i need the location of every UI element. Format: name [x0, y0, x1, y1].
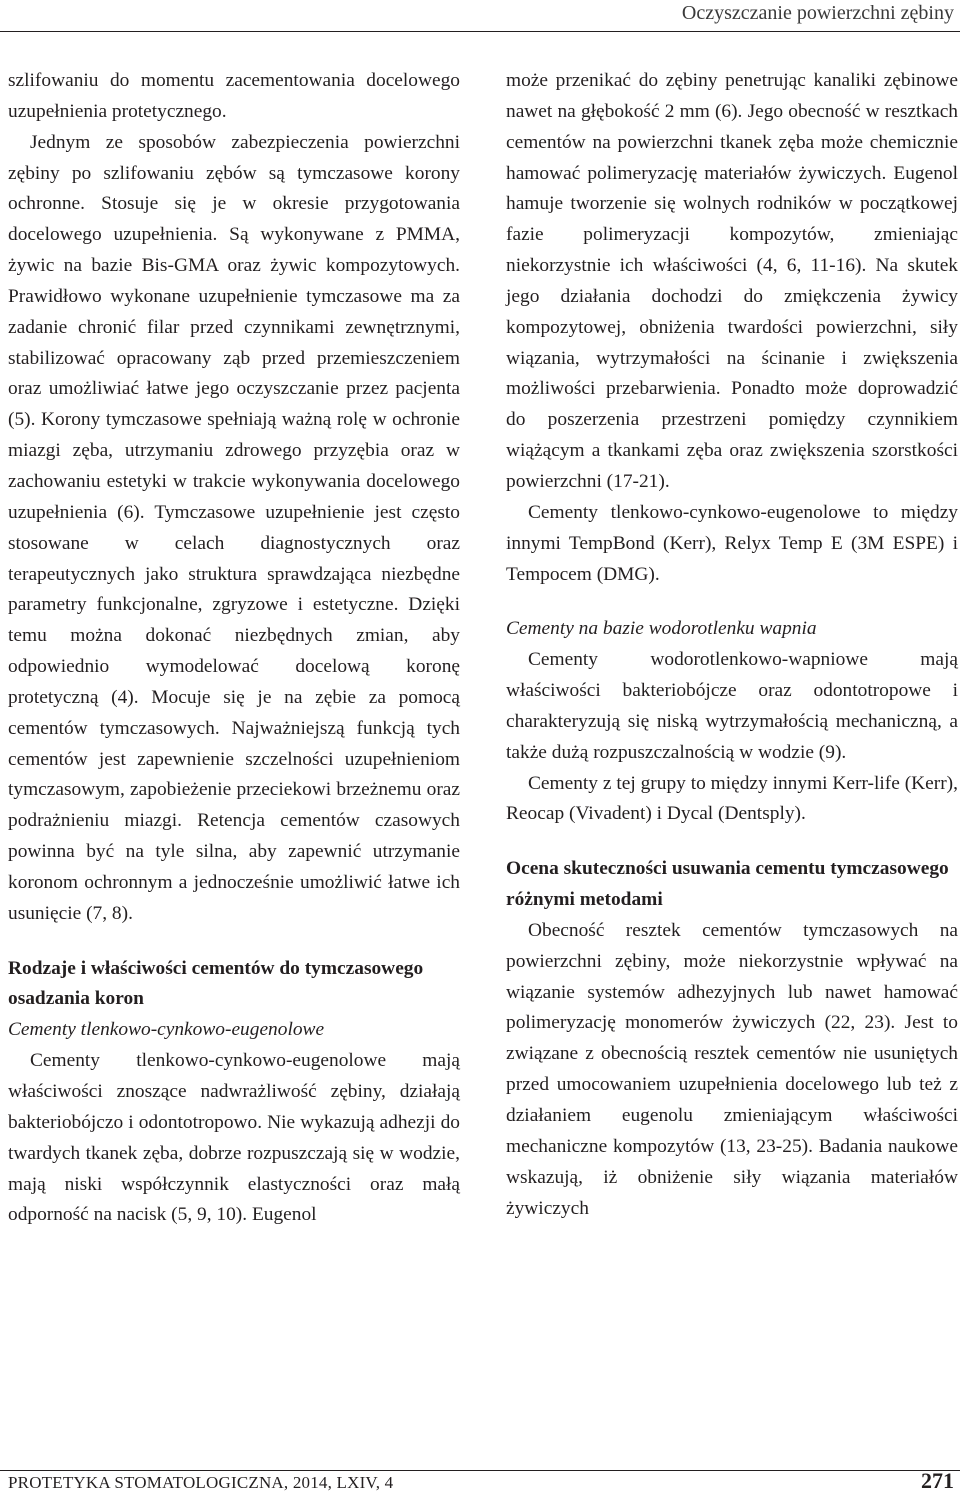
subsection-heading-zoe: Cementy tlenkowo-cynkowo-eugenolowe: [8, 1019, 325, 1041]
section-spacer-2: [506, 830, 958, 854]
right-paragraph-2: Cementy tlenkowo-cynkowo-eugenolowe to między innymi TempBond (Kerr), Relyx Temp E (3M ESPE) i Tempocem (DMG).: [506, 501, 958, 585]
left-column: [8, 66, 460, 1231]
right-paragraph-3: Cementy wodorotlenkowo-wapniowe mają właściwości bakteriobójcze oraz odontotropowe i charakteryzują się niską wytrzymałością mechaniczną, a także dużą rozpuszczalnością w wodzie (9).: [506, 649, 958, 763]
running-head-title: Oczyszczanie powierzchni zębiny: [681, 2, 954, 24]
footer-journal-citation: PROTETYKA STOMATOLOGICZNA, 2014, LXIV, 4: [8, 1473, 394, 1492]
section-heading-cement-types: Rodzaje i właściwości cementów do tymczasowego osadzania koron: [8, 957, 424, 1010]
right-paragraph-1: może przenikać do zębiny penetrując kanaliki zębinowe nawet na głębokość 2 mm (6). Jego obecność w resztkach cementów na powierzchni tkanek zęba może chemicznie hamować polimeryzację materiałów żywiczych. Eugenol hamuje tworzenie się wolnych rodników w początkowej fazie polimeryzacji kompozytów, zmieniając niekorzystnie ich właściwości (4, 6, 11-16). Na skutek jego działania dochodzi do zmiękczenia żywicy kompozytowej, obniżenia twardości powierzchni, siły wiązania, wytrzymałości na ścinanie i zwiększenia możliwości przebarwienia. Ponadto może doprowadzić do poszerzenia przestrzeni pomiędzy czynnikiem wiążącym a tkankami zęba oraz zwiększenia szorstkości powierzchni (17-21).: [506, 70, 958, 492]
right-paragraph-5: Obecność resztek cementów tymczasowych na powierzchni zębiny, może niekorzystnie wpływać na wiązanie systemów adhezyjnych lub nawet hamować polimeryzację monomerów żywiczych (22, 23). Jest to związane z obecnością resztek cementów nie usuniętych przed umocowaniem uzupełnienia docelowego lub też z działaniem eugenolu zmieniającym właściwości mechaniczne kompozytów (13, 23-25). Badania naukowe wskazują, iż obniżenie siły wiązania materiałów żywiczych: [506, 919, 958, 1219]
left-paragraph-3: Cementy tlenkowo-cynkowo-eugenolowe mają właściwości znoszące nadwrażliwość zębiny, działają bakteriobójczo i odontotropowo. Nie wykazują adhezji do twardych tkanek zęba, dobrze rozpuszczają się w wodzie, mają niski współczynnik elastyczności oraz małą odporność na nacisk (5, 9, 10). Eugenol: [8, 1050, 460, 1226]
section-heading-removal-effectiveness: Ocena skuteczności usuwania cementu tymczasowego różnymi metodami: [506, 858, 949, 911]
right-column: [506, 66, 958, 1224]
footer-rule: [0, 1470, 960, 1471]
right-paragraph-4: Cementy z tej grupy to między innymi Kerr-life (Kerr), Reocap (Vivadent) i Dycal (Dentsply).: [506, 772, 958, 825]
header-rule: [0, 31, 960, 32]
section-spacer: [8, 930, 460, 954]
left-paragraph-1: szlifowaniu do momentu zacementowania docelowego uzupełnienia protetycznego.: [8, 70, 460, 122]
left-paragraph-2: Jednym ze sposobów zabezpieczenia powierzchni zębiny po szlifowaniu zębów są tymczasowe korony ochronne. Stosuje się je w okresie przygotowania docelowego uzupełnienia. Są wykonywane z PMMA, żywic na bazie Bis-GMA oraz żywic kompozytowych. Prawidłowo wykonane uzupełnienie tymczasowe ma za zadanie chronić filar przed czynnikami zewnętrznymi, stabilizować opracowany ząb przed przemieszczeniem oraz umożliwiać łatwe jego oczyszczanie przez pacjenta (5). Korony tymczasowe spełniają ważną rolę w ochronie miazgi zęba, utrzymaniu zdrowego przyzębia oraz w zachowaniu estetyki w trakcie wykonywania docelowego uzupełnienia (6). Tymczasowe uzupełnienie jest często stosowane w celach diagnostycznych oraz terapeutycznych jako struktura sprawdzająca niezbędne parametry funkcjonalne, zgryzowe i estetyczne. Dzięki temu można dokonać niezbędnych zmian, aby odpowiednio wymodelować docelową koronę protetyczną (4). Mocuje się je na zębie za pomocą cementów tymczasowych. Najważniejszą funkcją tych cementów jest zapewnienie szczelności uzupełnieniom tymczasowym, zapobieżenie przeciekowi brzeżnemu oraz podrażnieniu miazgi. Retencja cementów czasowych powinna być na tyle silna, aby zapewnić utrzymanie koronom ochronnym a jednocześnie umożliwić łatwe ich usunięcie (7, 8).: [8, 131, 460, 924]
page-number: 271: [921, 1468, 954, 1493]
subsection-spacer: [506, 590, 958, 614]
subsection-heading-calcium-hydroxide: Cementy na bazie wodorotlenku wapnia: [506, 618, 817, 640]
